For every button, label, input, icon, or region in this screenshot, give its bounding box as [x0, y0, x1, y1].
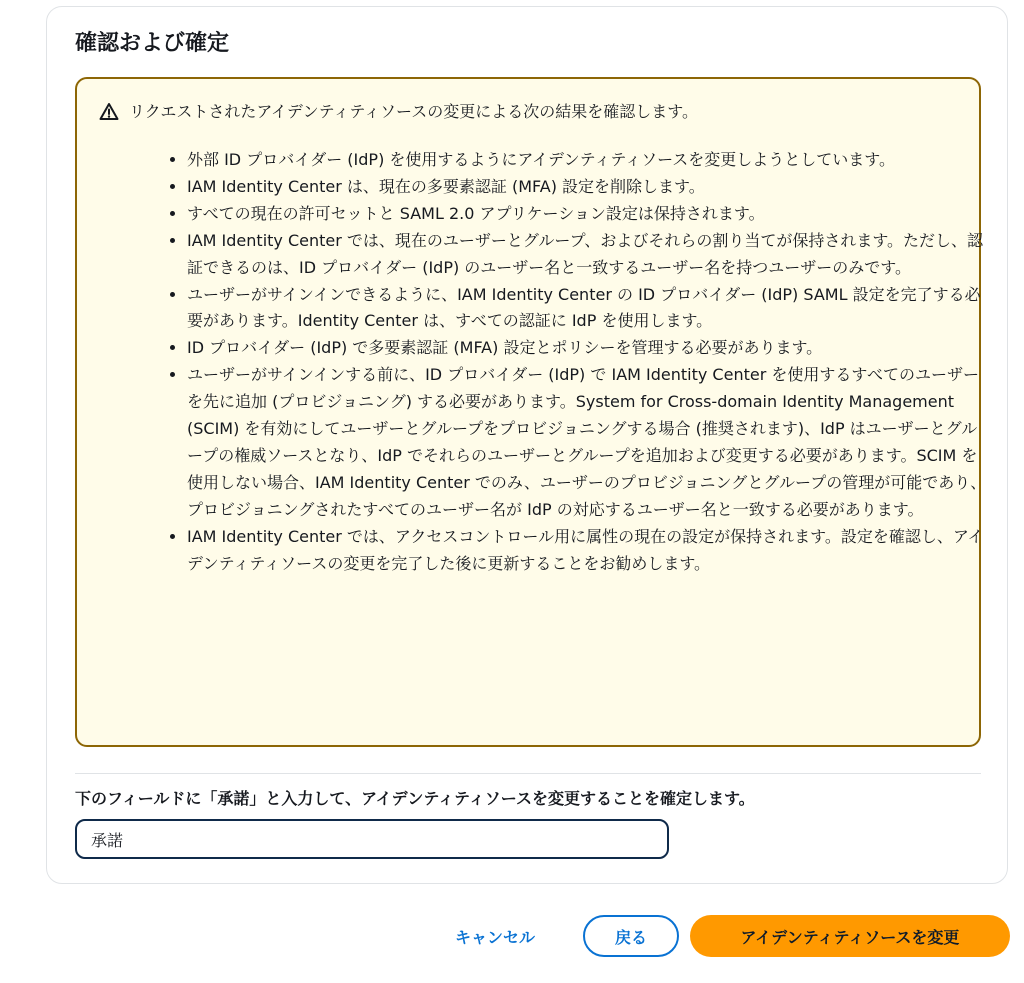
list-item: • ID プロバイダー (IdP) で多要素認証 (MFA) 設定とポリシーを管理する必要があります。 [187, 335, 987, 362]
alert-header-text: リクエストされたアイデンティティソースの変更による次の結果を確認します。 [129, 102, 698, 121]
back-button[interactable]: 戻る [583, 915, 679, 957]
cancel-button[interactable]: キャンセル [430, 916, 560, 956]
confirm-card [46, 6, 1008, 884]
list-item: • 外部 ID プロバイダー (IdP) を使用するようにアイデンティティソースを変更しようとしています。 [187, 147, 987, 174]
alert-header [99, 101, 698, 123]
list-item: • すべての現在の許可セットと SAML 2.0 アプリケーション設定は保持されます。 [187, 201, 987, 228]
card-title: 確認および確定 [75, 31, 230, 56]
confirm-input[interactable] [75, 819, 669, 859]
list-item: • IAM Identity Center では、アクセスコントロール用に属性の現在の設定が保持されます。設定を確認し、アイデンティティソースの変更を完了した後に更新することをお勧めします。 [187, 524, 987, 578]
list-item: • IAM Identity Center は、現在の多要素認証 (MFA) 設定を削除します。 [187, 174, 987, 201]
change-identity-source-button[interactable]: アイデンティティソースを変更 [690, 915, 1010, 957]
list-item: • ユーザーがサインインする前に、ID プロバイダー (IdP) で IAM Identity Center を使用するすべてのユーザーを先に追加 (プロビジョニング) する必要があります。System for Cross-domain Identity Management (SCIM) を有効にしてユーザーとグループをプロビジョニングする場合 (推奨されます)、IdP はユーザーとグループの権威ソースとなり、IdP でそれらのユーザーとグループを追加および変更する必要があります。SCIM を使用しない場合、IAM Identity Center でのみ、ユーザーのプロビジョニングとグループの管理が可能であり、プロビジョニングされたすべてのユーザー名が IdP の対応するユーザー名と一致する必要があります。 [187, 362, 987, 523]
list-item: • ユーザーがサインインできるように、IAM Identity Center の ID プロバイダー (IdP) SAML 設定を完了する必要があります。Identity Center は、すべての認証に IdP を使用します。 [187, 282, 987, 336]
warning-icon [99, 102, 119, 122]
divider [75, 773, 981, 774]
warning-alert [75, 77, 987, 747]
confirm-field-label: 下のフィールドに「承諾」と入力して、アイデンティティソースを変更することを確定します。 [75, 789, 755, 808]
list-item: • IAM Identity Center では、現在のユーザーとグループ、およびそれらの割り当てが保持されます。ただし、認証できるのは、ID プロバイダー (IdP) のユーザー名と一致するユーザー名を持つユーザーのみです。 [187, 228, 987, 282]
alert-list [165, 147, 987, 578]
